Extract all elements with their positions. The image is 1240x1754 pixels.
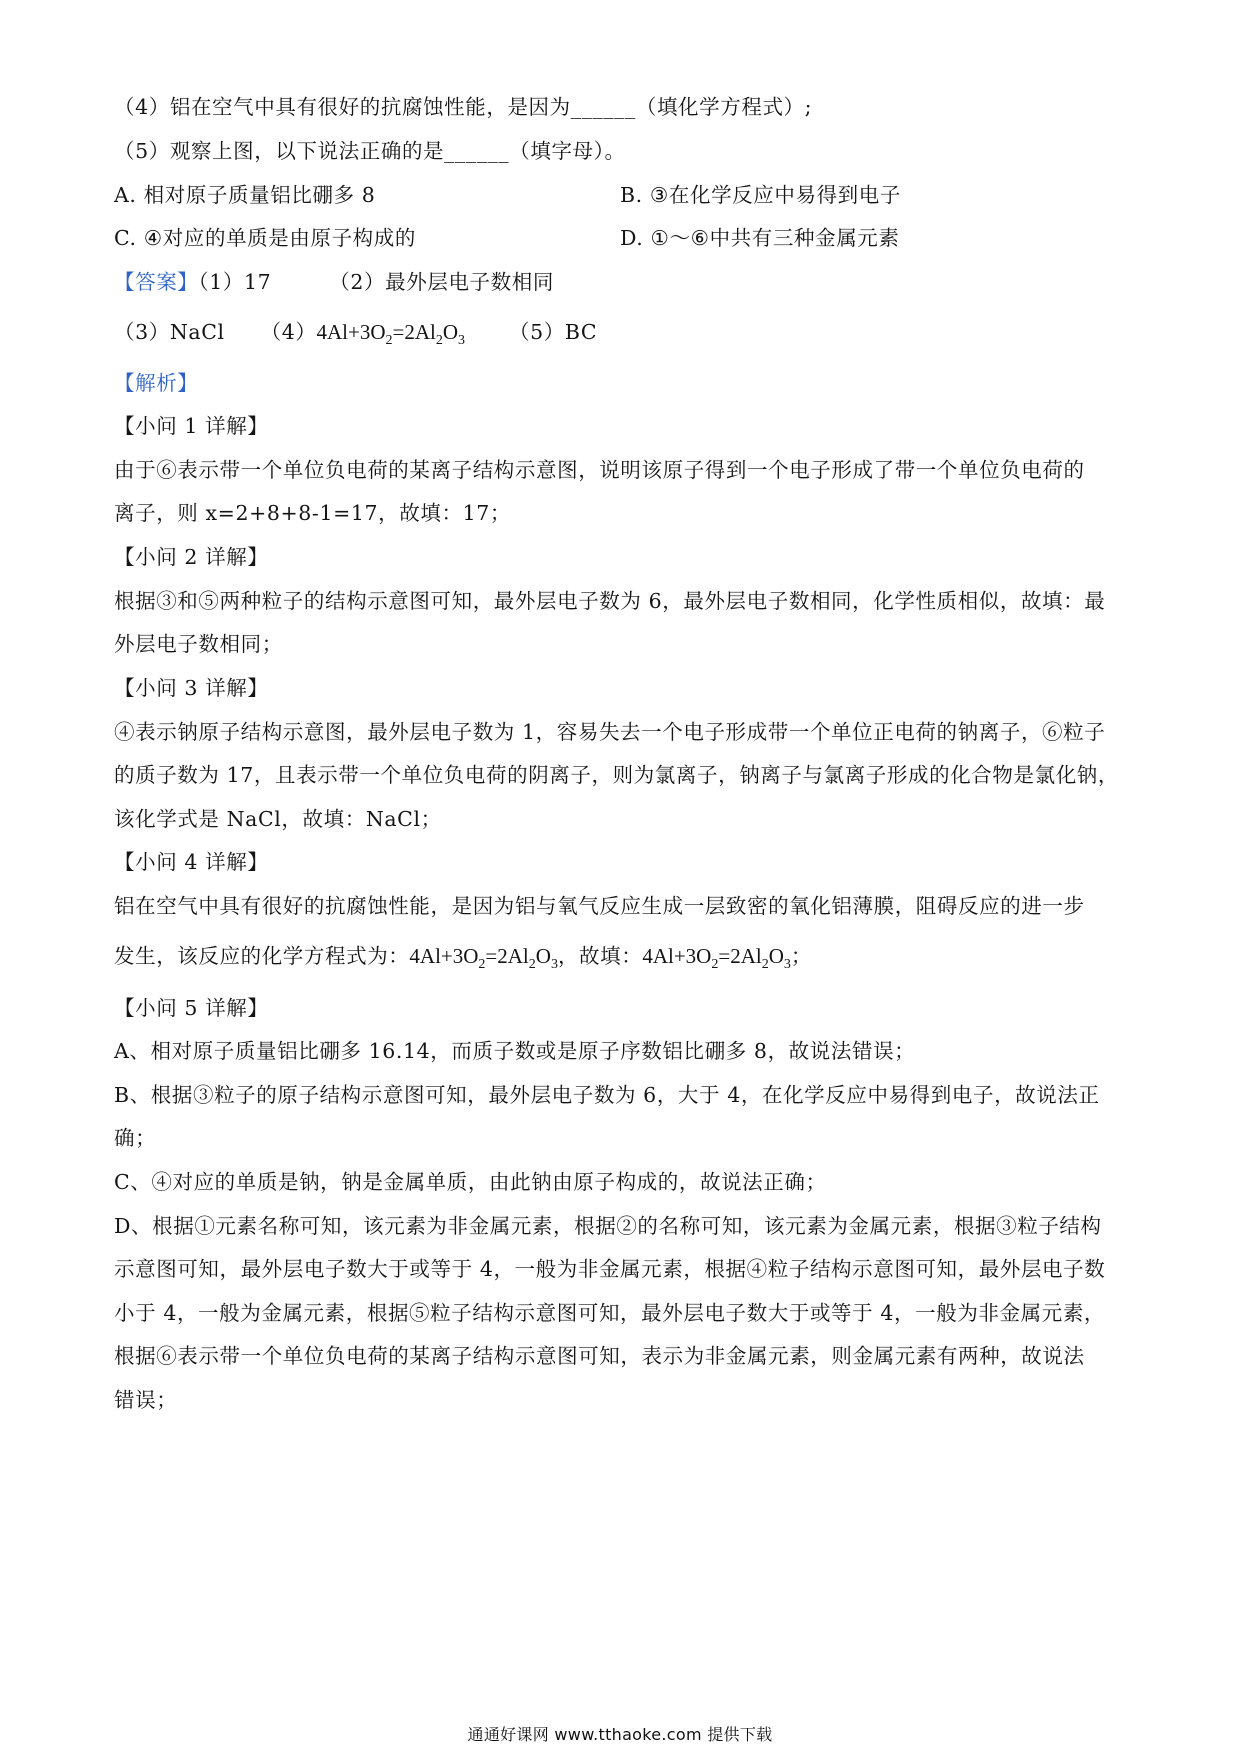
heading-q4: 【小问 4 详解】 [114, 850, 269, 874]
para-q2-line-2: 外层电子数相同； [114, 632, 283, 656]
heading-q1: 【小问 1 详解】 [114, 414, 269, 438]
para-q5-d-line-4: 根据⑥表示带一个单位负电荷的某离子结构示意图可知，表示为非金属元素，则金属元素有两种，故说法 [114, 1344, 1085, 1368]
para-q4-line-1: 铝在空气中具有很好的抗腐蚀性能，是因为铝与氧气反应生成一层致密的氧化铝薄膜，阻碍反应的进一步 [114, 894, 1085, 918]
para-q5-d-line-5: 错误； [114, 1388, 178, 1412]
question-4: （4）铝在空气中具有很好的抗腐蚀性能，是因为______（填化学方程式）; [114, 95, 813, 119]
para-q3-line-2: 的质子数为 17，且表示带一个单位负电荷的阴离子，则为氯离子，钠离子与氯离子形成的化合物是氯化钠， [114, 763, 1119, 787]
answer-line-2 [114, 317, 1128, 356]
answer-1: （1）17 [198, 270, 272, 294]
para-q5-b-line-1: B、根据③粒子的原子结构示意图可知，最外层电子数为 6，大于 4，在化学反应中易得到电子，故说法正 [114, 1083, 1100, 1107]
answer-5: （5）BC [509, 320, 598, 344]
para-q5-d-line-3: 小于 4，一般为金属元素，根据⑤粒子结构示意图可知，最外层电子数大于或等于 4，一般为非金属元素， [114, 1301, 1106, 1325]
para-q5-c: C、④对应的单质是钠，钠是金属单质，由此钠由原子构成的，故说法正确； [114, 1170, 827, 1194]
option-c: C. ④对应的单质是由原子构成的 [114, 226, 416, 250]
para-q1-line-2: 离子，则 x=2+8+8-1=17，故填：17； [114, 501, 511, 525]
answer-label: 【答案】 [114, 270, 199, 294]
heading-q5: 【小问 5 详解】 [114, 996, 269, 1020]
answer-2: （2）最外层电子数相同 [329, 270, 554, 294]
para-q3-line-3: 该化学式是 NaCl，故填：NaCl； [114, 807, 442, 831]
equation-in-text-2: $4Al+3O_2=2Al_2O_3$ [642, 944, 791, 972]
option-d: D. ①～⑥中共有三种金属元素 [620, 226, 900, 250]
footer-source: 通通好课网 www.tthaoke.com 提供下载 [467, 1725, 773, 1744]
para-q3-line-1: ④表示钠原子结构示意图，最外层电子数为 1，容易失去一个电子形成带一个单位正电荷的钠离子，⑥粒子 [114, 720, 1106, 744]
para-q5-d-line-1: D、根据①元素名称可知，该元素为非金属元素，根据②的名称可知，该元素为金属元素，根据③粒子结构 [114, 1214, 1102, 1238]
para-q2-line-1: 根据③和⑤两种粒子的结构示意图可知，最外层电子数为 6，最外层电子数相同，化学性质相似，故填：最 [114, 589, 1106, 613]
question-5: （5）观察上图，以下说法正确的是______（填字母）。 [114, 139, 626, 163]
para-q5-a: A、相对原子质量铝比硼多 16.14，而质子数或是原子序数铝比硼多 8，故说法错误； [114, 1039, 916, 1063]
heading-q2: 【小问 2 详解】 [114, 545, 269, 569]
equation-answer: $4Al+3O_2=2Al_2O_3$ [316, 320, 466, 348]
answer-line-1 [114, 267, 1128, 297]
answer-4-prefix: （4） [260, 320, 317, 344]
option-a: A. 相对原子质量铝比硼多 8 [114, 183, 376, 207]
para-q5-d-line-2: 示意图可知，最外层电子数大于或等于 4，一般为非金属元素，根据④粒子结构示意图可知，最外层电子数 [114, 1257, 1106, 1281]
para-q5-b-line-2: 确； [114, 1126, 157, 1150]
option-b: B. ③在化学反应中易得到电子 [620, 183, 901, 207]
answer-3: （3）NaCl [114, 320, 225, 344]
analysis-label: 【解析】 [114, 371, 199, 395]
para-q4-line-2: 发生，该反应的化学方程式为：$4Al+3O_2=2Al_2O_3$，故填：$4Al+3O_2=2Al_2O_3$； [114, 944, 812, 972]
para-q1-line-1: 由于⑥表示带一个单位负电荷的某离子结构示意图，说明该原子得到一个电子形成了带一个单位负电荷的 [114, 458, 1085, 482]
heading-q3: 【小问 3 详解】 [114, 676, 269, 700]
equation-in-text-1: $4Al+3O_2=2Al_2O_3$ [409, 944, 558, 972]
